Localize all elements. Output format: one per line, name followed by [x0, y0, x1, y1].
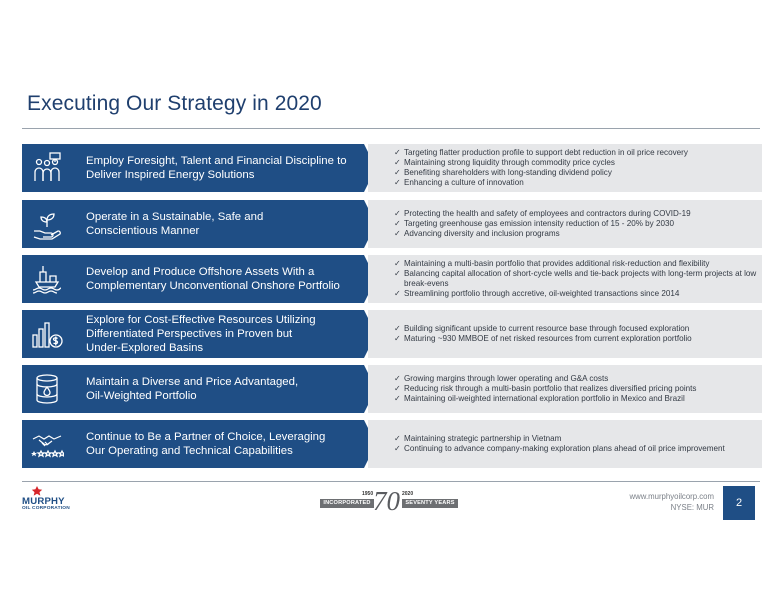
bullet-panel: [368, 310, 762, 358]
footer-contact: [630, 491, 715, 513]
strategy-row-partner: [22, 420, 762, 468]
anniversary-left-ribbon: INCORPORATED: [320, 499, 374, 508]
page-number: 2: [723, 486, 755, 520]
ticker-label: NYSE: MUR: [670, 503, 714, 512]
bullet-panel: [368, 365, 762, 413]
bullet-panel: [368, 144, 762, 192]
strategy-row-offshore: [22, 255, 762, 303]
footer-divider: [22, 481, 760, 482]
slide-title: Executing Our Strategy in 2020: [27, 92, 322, 115]
bullet-item: ✓ Building significant upside to current resource base through focused exploration: [394, 324, 762, 334]
oil-barrel-icon: [22, 365, 72, 413]
strategy-label: Explore for Cost-Effective Resources Utilizing Differentiated Perspectives in Proven but Under-Explored Basins: [72, 310, 364, 358]
strategy-label: Operate in a Sustainable, Safe and Conscientious Manner: [72, 200, 364, 248]
handshake-stars-icon: [22, 420, 72, 468]
bullet-item: ✓ Protecting the health and safety of employees and contractors during COVID-19: [394, 209, 762, 219]
company-logo-name: MURPHY: [22, 496, 65, 507]
anniversary-start-year: 1950: [362, 491, 374, 497]
strategy-label: Employ Foresight, Talent and Financial Discipline to Deliver Inspired Energy Solutions: [72, 144, 364, 192]
bullet-panel: [368, 420, 762, 468]
bullet-item: ✓ Maturing ~930 MMBOE of net risked resources from current exploration portfolio: [394, 334, 762, 344]
bullet-item: ✓ Streamlining portfolio through accretive, oil-weighted transactions since 2014: [394, 289, 762, 299]
people-strategy-icon: [22, 144, 72, 192]
bullet-item: ✓ Targeting flatter production profile to support debt reduction in oil price recovery: [394, 148, 762, 158]
bullet-item: ✓ Growing margins through lower operating and G&A costs: [394, 374, 762, 384]
offshore-rig-icon: [22, 255, 72, 303]
anniversary-number: 70: [373, 486, 400, 516]
website-link[interactable]: www.murphyoilcorp.com: [629, 492, 714, 501]
bullet-item: ✓ Benefiting shareholders with long-standing dividend policy: [394, 168, 762, 178]
bullet-panel: [368, 255, 762, 303]
strategy-label: Maintain a Diverse and Price Advantaged, Oil-Weighted Portfolio: [72, 365, 364, 413]
bullet-item: ✓ Maintaining strong liquidity through commodity price cycles: [394, 158, 762, 168]
bullet-item: ✓ Targeting greenhouse gas emission intensity reduction of 15 - 20% by 2030: [394, 219, 762, 229]
bullet-item: ✓ Enhancing a culture of innovation: [394, 178, 762, 188]
anniversary-badge: [318, 488, 468, 518]
strategy-row-portfolio: [22, 365, 762, 413]
bullet-item: ✓ Balancing capital allocation of short-cycle wells and tie-back projects with long-term projects at low break-evens: [394, 269, 762, 289]
bullet-item: ✓ Maintaining strategic partnership in Vietnam: [394, 434, 762, 444]
anniversary-right-ribbon: SEVENTY YEARS: [402, 499, 458, 508]
bullet-item: ✓ Reducing risk through a multi-basin portfolio that realizes diversified pricing points: [394, 384, 762, 394]
hand-plant-icon: [22, 200, 72, 248]
bullet-item: ✓ Maintaining a multi-basin portfolio that provides additional risk-reduction and flexibility: [394, 259, 762, 269]
bullet-item: ✓ Maintaining oil-weighted international exploration portfolio in Mexico and Brazil: [394, 394, 762, 404]
bullet-panel: [368, 200, 762, 248]
title-divider: [22, 128, 760, 129]
anniversary-end-year: 2020: [402, 491, 414, 497]
strategy-row-explore: [22, 310, 762, 358]
strategy-label: Develop and Produce Offshore Assets With a Complementary Unconventional Onshore Portfolio: [72, 255, 364, 303]
strategy-row-sustainable: [22, 200, 762, 248]
strategy-label: Continue to Be a Partner of Choice, Leveraging Our Operating and Technical Capabilities: [72, 420, 364, 468]
strategy-row-talent: [22, 144, 762, 192]
bar-chart-dollar-icon: [22, 310, 72, 358]
bullet-item: ✓ Continuing to advance company-making exploration plans ahead of oil price improvement: [394, 444, 762, 454]
bullet-item: ✓ Advancing diversity and inclusion programs: [394, 229, 762, 239]
company-logo-subtitle: OIL CORPORATION: [22, 506, 70, 511]
murphy-star-icon: [30, 486, 44, 496]
